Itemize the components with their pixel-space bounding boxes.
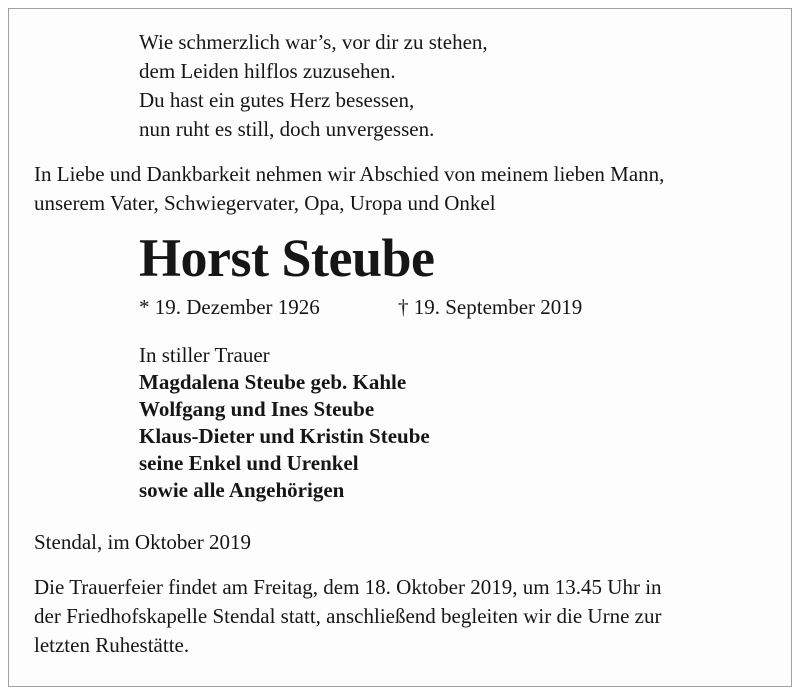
poem-line: nun ruht es still, doch unvergessen. [139,117,435,141]
poem-line: Du hast ein gutes Herz besessen, [139,88,415,112]
poem-line: Wie schmerzlich war’s, vor dir zu stehen, [139,30,488,54]
farewell-intro [34,160,664,218]
ceremony-line: Die Trauerfeier findet am Freitag, dem 18. Oktober 2019, um 13.45 Uhr in [34,575,662,599]
deceased-name: Horst Steube [139,228,435,288]
intro-line: unserem Vater, Schwiegervater, Opa, Uropa und Onkel [34,191,496,215]
death-date: † 19. September 2019 [398,295,583,319]
ceremony-line: letzten Ruhestätte. [34,633,190,657]
poem-line: dem Leiden hilflos zuzusehen. [139,59,396,83]
mourners-list [139,342,430,504]
mourning-intro: In stiller Trauer [139,343,270,367]
ceremony-line: der Friedhofskapelle Stendal statt, anschließend begleiten wir die Urne zur [34,604,662,628]
intro-line: In Liebe und Dankbarkeit nehmen wir Abschied von meinem lieben Mann, [34,162,665,186]
mourner-name: sowie alle Angehörigen [139,478,345,502]
funeral-ceremony-info [34,573,662,660]
mourner-name: seine Enkel und Urenkel [139,451,359,475]
mourner-name: Wolfgang und Ines Steube [139,397,375,421]
place-and-date: Stendal, im Oktober 2019 [34,530,251,554]
birth-date: * 19. Dezember 1926 [139,295,320,319]
memorial-poem [139,28,488,144]
mourner-name: Klaus-Dieter und Kristin Steube [139,424,430,448]
mourner-name: Magdalena Steube geb. Kahle [139,370,407,394]
